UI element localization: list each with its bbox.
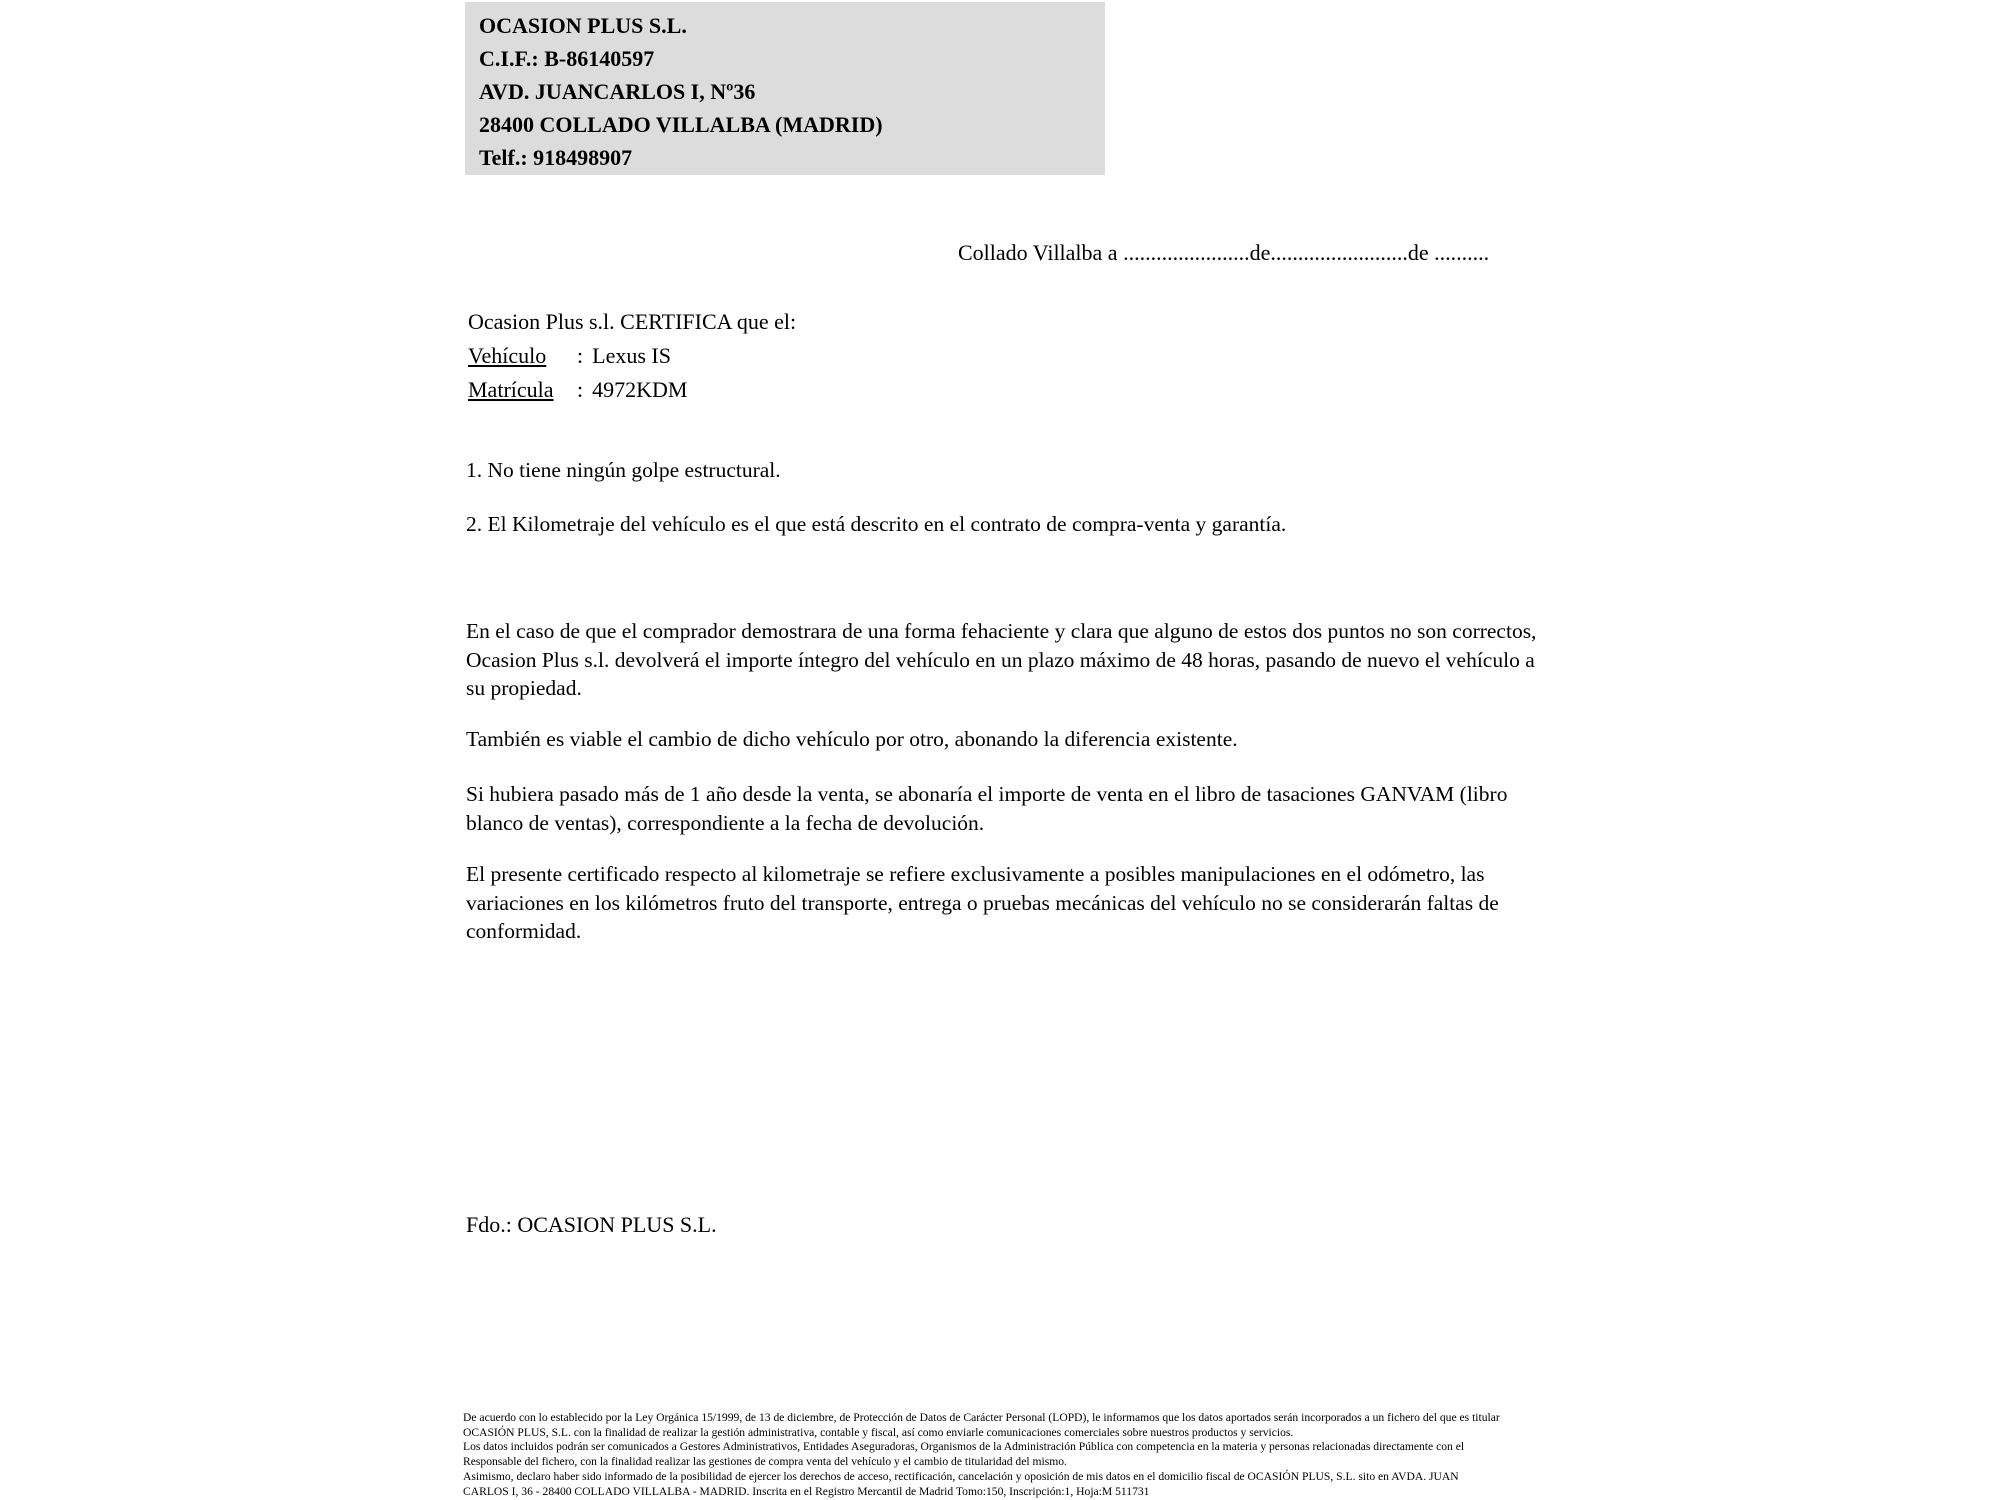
company-city: 28400 COLLADO VILLALBA (MADRID) xyxy=(479,112,883,137)
paragraph-odometer: El presente certificado respecto al kilometraje se refiere exclusivamente a posibles manipulaciones en el odómetro, las variaciones en los kilómetros fruto del transporte, entrega o pruebas mecánicas del vehículo no se considerarán faltas de conformidad. xyxy=(466,862,1499,943)
certification-block xyxy=(468,305,796,407)
paragraph-exchange: También es viable el cambio de dicho vehículo por otro, abonando la diferencia existente. xyxy=(466,727,1238,751)
vehicle-value: Lexus IS xyxy=(592,343,671,368)
vehicle-row xyxy=(468,339,796,373)
signature-line: Fdo.: OCASION PLUS S.L. xyxy=(466,1212,717,1237)
clause-mileage: 2. El Kilometraje del vehículo es el que está descrito en el contrato de compra-venta y garantía. xyxy=(466,512,1287,536)
plate-label: Matrícula xyxy=(468,377,554,402)
plate-row xyxy=(468,373,796,407)
legal-footer-line: Los datos incluidos podrán ser comunicados a Gestores Administrativos, Entidades Aseguradoras, Organismos de la Administración Pública con competencia en la materia y personas relacionadas directamente con el xyxy=(463,1440,1465,1454)
company-phone: Telf.: 918498907 xyxy=(479,145,633,170)
vehicle-label: Vehículo xyxy=(468,343,547,368)
company-letterhead xyxy=(465,2,1105,175)
company-name: OCASION PLUS S.L. xyxy=(479,13,687,38)
plate-separator: : xyxy=(577,377,584,402)
legal-footer-line: De acuerdo con lo establecido por la Ley Orgánica 15/1999, de 13 de diciembre, de Protección de Datos de Carácter Personal (LOPD), le informamos que los datos aportados serán incorporados a un fichero del que es titular xyxy=(463,1411,1500,1424)
vehicle-label-wrap xyxy=(468,339,577,373)
legal-footer-line: Responsable del fichero, con la finalidad realizar las gestiones de compra venta del vehículo y el cambio de titularidad del mismo. xyxy=(463,1455,1067,1469)
certify-intro: Ocasion Plus s.l. CERTIFICA que el: xyxy=(468,309,797,334)
legal-footer-line: OCASIÓN PLUS, S.L. con la finalidad de realizar la gestión administrativa, contable y fiscal, así como enviarle comunicaciones comerciales sobre nuestros productos y servicios. xyxy=(463,1425,1294,1439)
date-line: Collado Villalba a .......................de.........................de .......... xyxy=(958,240,1490,265)
legal-footer-line: Asimismo, declaro haber sido informado de la posibilidad de ejercer los derechos de acceso, rectificación, cancelación y oposición de mis datos en el domicilio fiscal de OCASIÓN PLUS, S.L. sito en AVDA. JUAN xyxy=(463,1469,1459,1483)
company-address: AVD. JUANCARLOS I, Nº36 xyxy=(479,79,756,104)
paragraph-refund: En el caso de que el comprador demostrara de una forma fehaciente y clara que alguno de estos dos puntos no son correctos, Ocasion Plus s.l. devolverá el importe íntegro del vehículo en un plazo máximo de 48 horas, pasando de nuevo el vehículo a su propiedad. xyxy=(466,619,1537,700)
company-cif: C.I.F.: B-86140597 xyxy=(479,46,655,71)
clause-structural: 1. No tiene ningún golpe estructural. xyxy=(466,458,781,482)
legal-footer xyxy=(463,1411,1563,1499)
plate-label-wrap xyxy=(468,373,577,407)
vehicle-separator: : xyxy=(577,343,584,368)
plate-value: 4972KDM xyxy=(592,377,688,402)
legal-footer-line: CARLOS I, 36 - 28400 COLLADO VILLALBA - MADRID. Inscrita en el Registro Mercantil de Madrid Tomo:150, Inscripción:1, Hoja:M 511731 xyxy=(463,1484,1150,1498)
paragraph-ganvam: Si hubiera pasado más de 1 año desde la venta, se abonaría el importe de venta en el libro de tasaciones GANVAM (libro blanco de ventas), correspondiente a la fecha de devolución. xyxy=(466,782,1508,835)
